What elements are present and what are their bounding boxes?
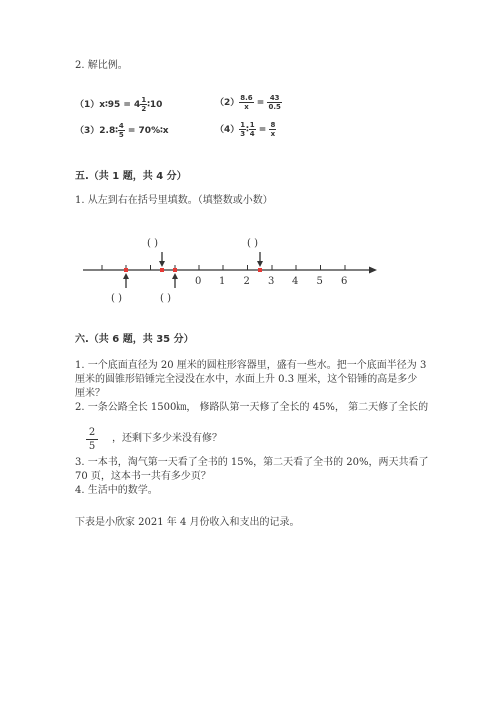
numerator: 43 [267, 94, 281, 103]
point-marker [258, 268, 262, 272]
denominator: x [270, 130, 276, 138]
denominator: 5 [118, 131, 124, 139]
question-3-line: 3. 一本书，淘气第一天看了全书的 15%，第二天看了全书的 20%，两天共看了 [75, 457, 429, 468]
tick-label: 3 [268, 276, 275, 287]
point-marker [124, 268, 128, 272]
tick-label: 6 [341, 276, 348, 287]
numerator: 8 [270, 121, 276, 129]
equation-label: （1） [75, 100, 100, 110]
denominator: 5 [88, 441, 96, 452]
question-1-line: 1. 一个底面直径为 20 厘米的圆柱形容器里，盛有一些水。把一个底面半径为 3 [75, 360, 427, 371]
denominator: 0.5 [268, 103, 281, 111]
question-2-fraction [86, 426, 98, 453]
tick-label: 1 [219, 276, 226, 287]
equation-3 [75, 122, 169, 139]
answer-bracket: ( ) [160, 293, 171, 304]
question-1-line: 厘米的圆锥形铅锤完全浸没在水中，水面上升 0.3 厘米，这个铅锤的高是多少 [75, 374, 418, 385]
denominator: x [244, 103, 249, 111]
tick-label: 0 [195, 276, 202, 287]
equals-sign: = [253, 98, 268, 108]
up-arrow-icon [123, 273, 129, 279]
question-2-line: 2. 一条公路全长 1500㎞， 修路队第一天修了全长的 45%， 第二天修了全长的 [75, 402, 429, 413]
q2-title: 2. 解比例。 [75, 60, 128, 71]
down-arrow-icon [159, 261, 165, 267]
fraction [239, 94, 253, 111]
number-line [75, 230, 385, 310]
tick-label: 4 [292, 276, 299, 287]
equation-2 [215, 94, 282, 111]
numerator: 1 [249, 121, 255, 129]
equation-text: = 70%∶x [124, 126, 169, 136]
section-5-heading: 五.（共 1 题，共 4 分） [75, 171, 187, 182]
equals-sign: = [255, 125, 270, 135]
equation-text: ∶10 [147, 100, 163, 110]
equation-text: 2.8∶ [99, 126, 118, 136]
fraction [269, 121, 276, 138]
numerator: 8.6 [240, 94, 253, 102]
answer-bracket: ( ) [111, 293, 122, 304]
equation-1 [75, 96, 162, 113]
fraction [249, 121, 256, 138]
denominator: 3 [240, 130, 246, 138]
point-marker [160, 268, 164, 272]
question-4-text: 下表是小欣家 2021 年 4 月份收入和支出的记录。 [75, 517, 300, 528]
numerator: 1 [240, 121, 246, 129]
section-5-question-1: 1. 从左到右在括号里填数。（填整数或小数） [75, 195, 273, 206]
equation-label: （4） [215, 125, 240, 135]
down-arrow-icon [257, 261, 263, 267]
section-6-heading: 六.（共 6 题，共 35 分） [75, 334, 194, 345]
question-1-line: 厘米？ [75, 388, 105, 399]
equation-text: x∶95 = 4 [99, 100, 141, 110]
fraction [267, 94, 281, 111]
numerator: 1 [141, 96, 147, 104]
answer-bracket: ( ) [147, 238, 158, 249]
tick-label: 2 [243, 276, 250, 287]
question-2-line: ，还剩下多少米没有修？ [112, 433, 222, 444]
denominator: 2 [141, 105, 147, 113]
equation-label: （2） [215, 98, 240, 108]
point-marker [173, 268, 177, 272]
numerator: 2 [86, 426, 98, 440]
answer-bracket: ( ) [247, 238, 258, 249]
ratio-sign: ∶ [246, 125, 249, 135]
equation-label: （3） [75, 126, 100, 136]
question-4-title: 4. 生活中的数学。 [75, 485, 158, 496]
question-3-line: 70 页，这本书一共有多少页？ [75, 471, 211, 482]
tick-label: 5 [316, 276, 323, 287]
number-line-arrowhead [369, 267, 377, 274]
numerator: 4 [118, 122, 124, 130]
denominator: 4 [249, 130, 255, 138]
up-arrow-icon [172, 273, 178, 279]
equation-4 [215, 121, 276, 138]
fraction [118, 122, 125, 139]
